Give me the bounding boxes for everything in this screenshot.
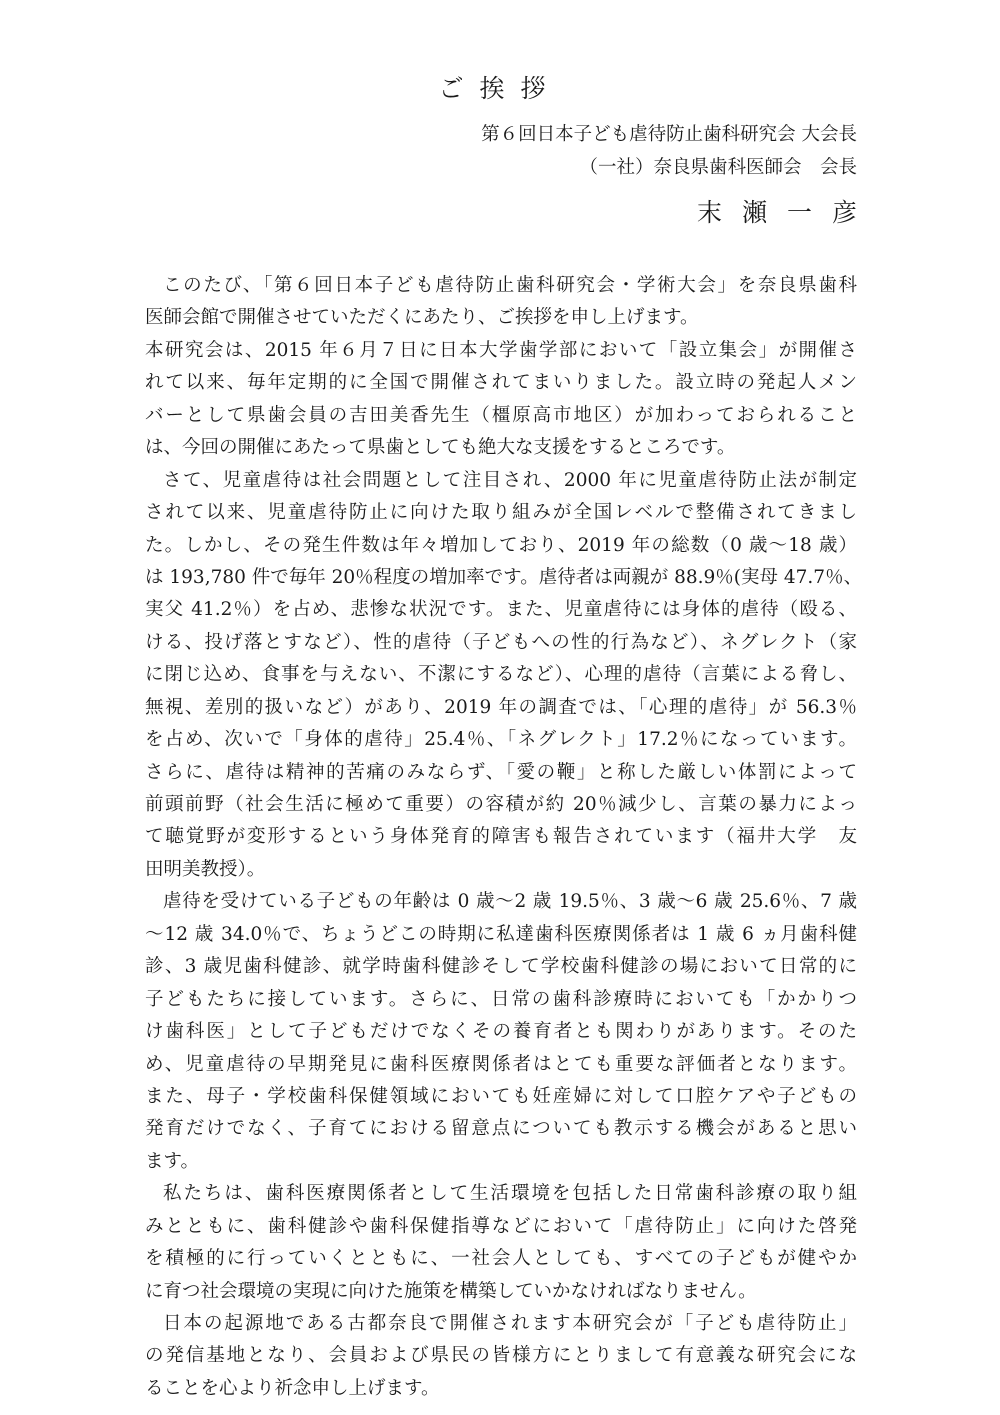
text-line: を占め、次いで「身体的虐待」25.4％、「ネグレクト」17.2％になっています。 [145,729,857,751]
text-line: れて以来、毎年定期的に全国で開催されてまいりました。設立時の発起人メン [145,372,857,394]
text-line: 私たちは、歯科医療関係者として生活環境を包括した日常歯科診療の取り組 [163,1183,857,1205]
document-title: ご挨拶 [438,74,562,103]
text-line: されて以来、児童虐待防止に向けた取り組みが全国レベルで整備されてきまし [145,502,857,524]
text-line: バーとして県歯会員の吉田美香先生（橿原高市地区）が加わっておられること [145,404,857,426]
text-line: さて、児童虐待は社会問題として注目され、2000 年に児童虐待防止法が制定 [163,469,857,491]
text-line: た。しかし、その発生件数は年々増加しており、2019 年の総数（0 歳～18 歳） [145,534,857,556]
text-line: 実父 41.2％）を占め、悲惨な状況です。また、児童虐待には身体的虐待（殴る、 [145,599,857,621]
text-line: け歯科医」として子どもだけでなくその養育者とも関わりがあります。そのた [145,1021,857,1043]
text-line: は 193,780 件で毎年 20％程度の増加率です。虐待者は両親が 88.9％(実母 47.7％、 [145,566,863,588]
text-line: に閉じ込め、食事を与えない、不潔にするなど）、心理的虐待（言葉による脅し、 [145,664,857,686]
association-title: （一社）奈良県歯科医師会 会長 [579,157,857,178]
text-line: に育つ社会環境の実現に向けた施策を構築していかなければなりません。 [145,1280,757,1302]
text-line: 田明美教授）。 [145,858,266,880]
text-line: 日本の起源地である古都奈良で開催されます本研究会が「子ども虐待防止」 [163,1313,857,1334]
text-line: を積極的に行っていくとともに、一社会人としても、すべての子どもが健やか [145,1248,857,1270]
text-line: て聴覚野が変形するという身体発育的障害も報告されています（福井大学 友 [145,826,857,848]
text-line: ます。 [145,1150,200,1172]
text-line: また、母子・学校歯科保健領域においても妊産婦に対して口腔ケアや子どもの [145,1085,857,1107]
text-line: みとともに、歯科健診や歯科保健指導などにおいて「虐待防止」に向けた啓発 [145,1215,857,1237]
text-line: 医師会館で開催させていただくにあたり、ご挨拶を申し上げます。 [145,307,699,329]
text-line: ることを心より祈念申し上げます。 [145,1377,440,1399]
text-line: 診、3 歳児歯科健診、就学時歯科健診そして学校歯科健診の場において日常的に [145,956,857,978]
text-line: 子どもたちに接しています。さらに、日常の歯科診療時においても「かかりつ [145,988,857,1010]
greeting-body [145,270,863,1405]
text-line: 発育だけでなく、子育てにおける留意点についても教示する機会があると思い [145,1118,857,1140]
text-line: このたび、「第６回日本子ども虐待防止歯科研究会・学術大会」を奈良県歯科 [163,275,857,296]
text-line: 本研究会は、2015 年６月７日に日本大学歯学部において「設立集会」が開催さ [145,339,857,361]
author-name: 末瀬一彦 [696,198,877,227]
text-line: さらに、虐待は精神的苦痛のみならず、「愛の鞭」と称した厳しい体罰によって [145,761,857,783]
text-line: の発信基地となり、会員および県民の皆様方にとりまして有意義な研究会にな [145,1345,857,1367]
text-line: 無視、差別的扱いなど）があり、2019 年の調査では、「心理的虐待」が 56.3％ [145,696,857,718]
text-line: ～12 歳 34.0％で、ちょうどこの時期に私達歯科医療関係者は 1 歳 6 ヵ月歯科健 [145,923,857,945]
organizer-title: 第６回日本子ども虐待防止歯科研究会 大会長 [481,124,857,145]
text-line: ける、投げ落とすなど）、性的虐待（子どもへの性的行為など）、ネグレクト（家 [145,631,857,653]
text-line: め、児童虐待の早期発見に歯科医療関係者はとても重要な評価者となります。 [145,1053,857,1075]
text-line: は、今回の開催にあたって県歯としても絶大な支援をするところです。 [145,437,736,459]
text-line: 前頭前野（社会生活に極めて重要）の容積が約 20％減少し、言葉の暴力によっ [145,794,857,815]
text-line: 虐待を受けている子どもの年齢は 0 歳～2 歳 19.5％、3 歳～6 歳 25.6％、7 歳 [163,891,857,913]
